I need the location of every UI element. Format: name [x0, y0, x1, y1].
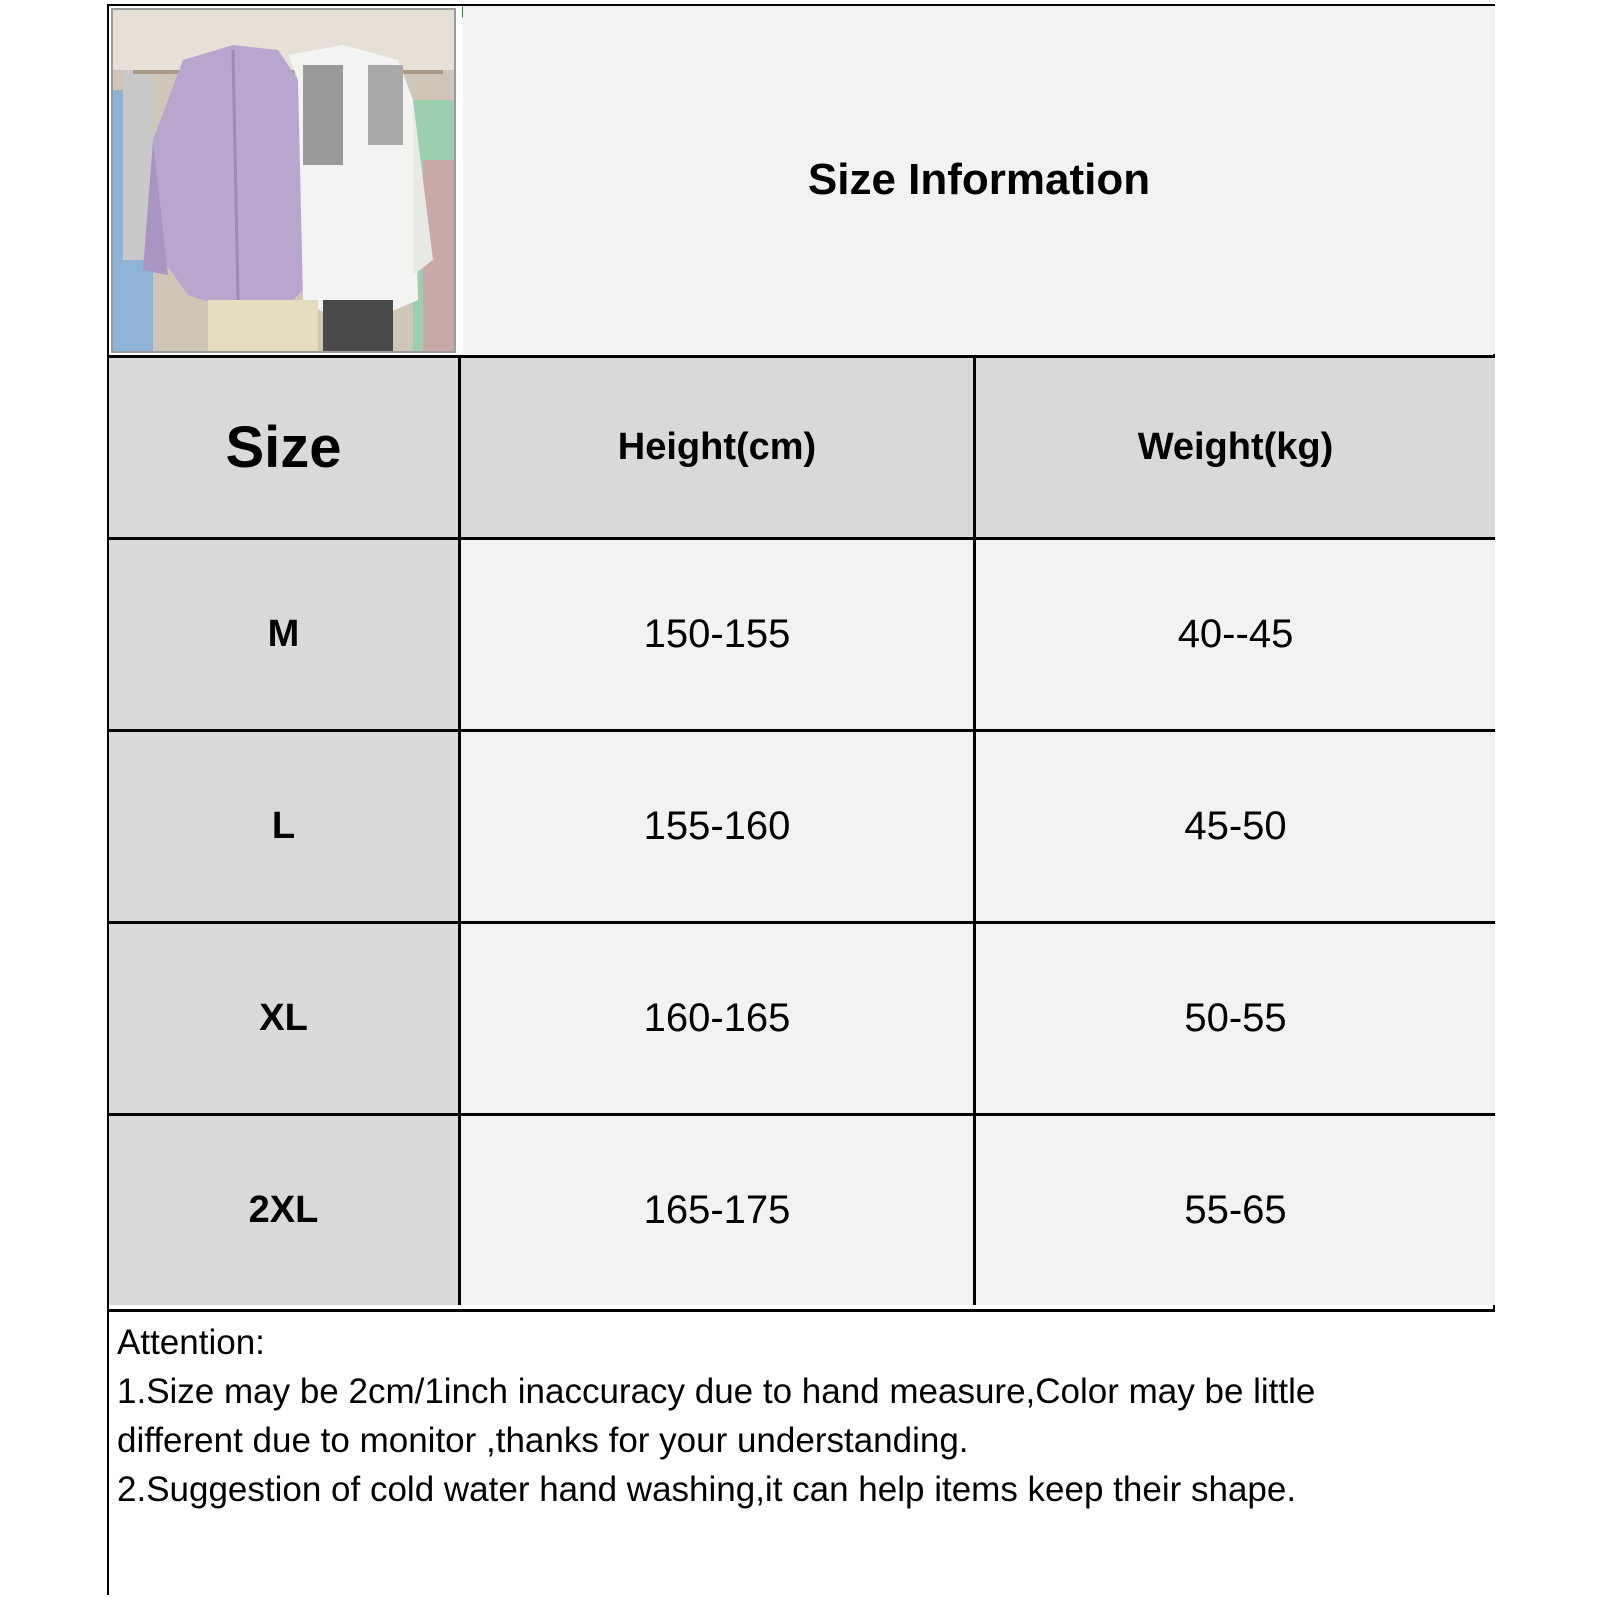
product-photo-image — [113, 10, 454, 351]
weight-cell: 40--45 — [976, 540, 1495, 729]
header-size: Size — [109, 358, 461, 537]
size-cell: L — [109, 732, 461, 921]
table-row — [109, 537, 1495, 729]
weight-cell: 50-55 — [976, 924, 1495, 1113]
header-weight: Weight(kg) — [976, 358, 1495, 537]
size-chart — [107, 4, 1495, 1595]
size-cell: 2XL — [109, 1116, 461, 1305]
attention-notes — [109, 1309, 1495, 1595]
height-cell: 150-155 — [461, 540, 976, 729]
note-line: different due to monitor ,thanks for your understanding. — [117, 1421, 969, 1460]
notes-heading: Attention: — [117, 1323, 265, 1362]
table-row — [109, 729, 1495, 921]
page-title: Size Information — [807, 155, 1151, 204]
table-header-row — [109, 355, 1495, 537]
height-cell: 155-160 — [461, 732, 976, 921]
size-cell: M — [109, 540, 461, 729]
note-line: 2.Suggestion of cold water hand washing,it can help items keep their shape. — [117, 1470, 1297, 1509]
table-row — [109, 921, 1495, 1113]
size-table — [109, 355, 1495, 1305]
height-cell: 160-165 — [461, 924, 976, 1113]
height-cell: 165-175 — [461, 1116, 976, 1305]
weight-cell: 55-65 — [976, 1116, 1495, 1305]
title-cell — [463, 6, 1495, 354]
product-photo — [111, 8, 456, 353]
size-cell: XL — [109, 924, 461, 1113]
note-line: 1.Size may be 2cm/1inch inaccuracy due to hand measure,Color may be little — [117, 1372, 1316, 1411]
header-height: Height(cm) — [461, 358, 976, 537]
weight-cell: 45-50 — [976, 732, 1495, 921]
table-row — [109, 1113, 1495, 1305]
